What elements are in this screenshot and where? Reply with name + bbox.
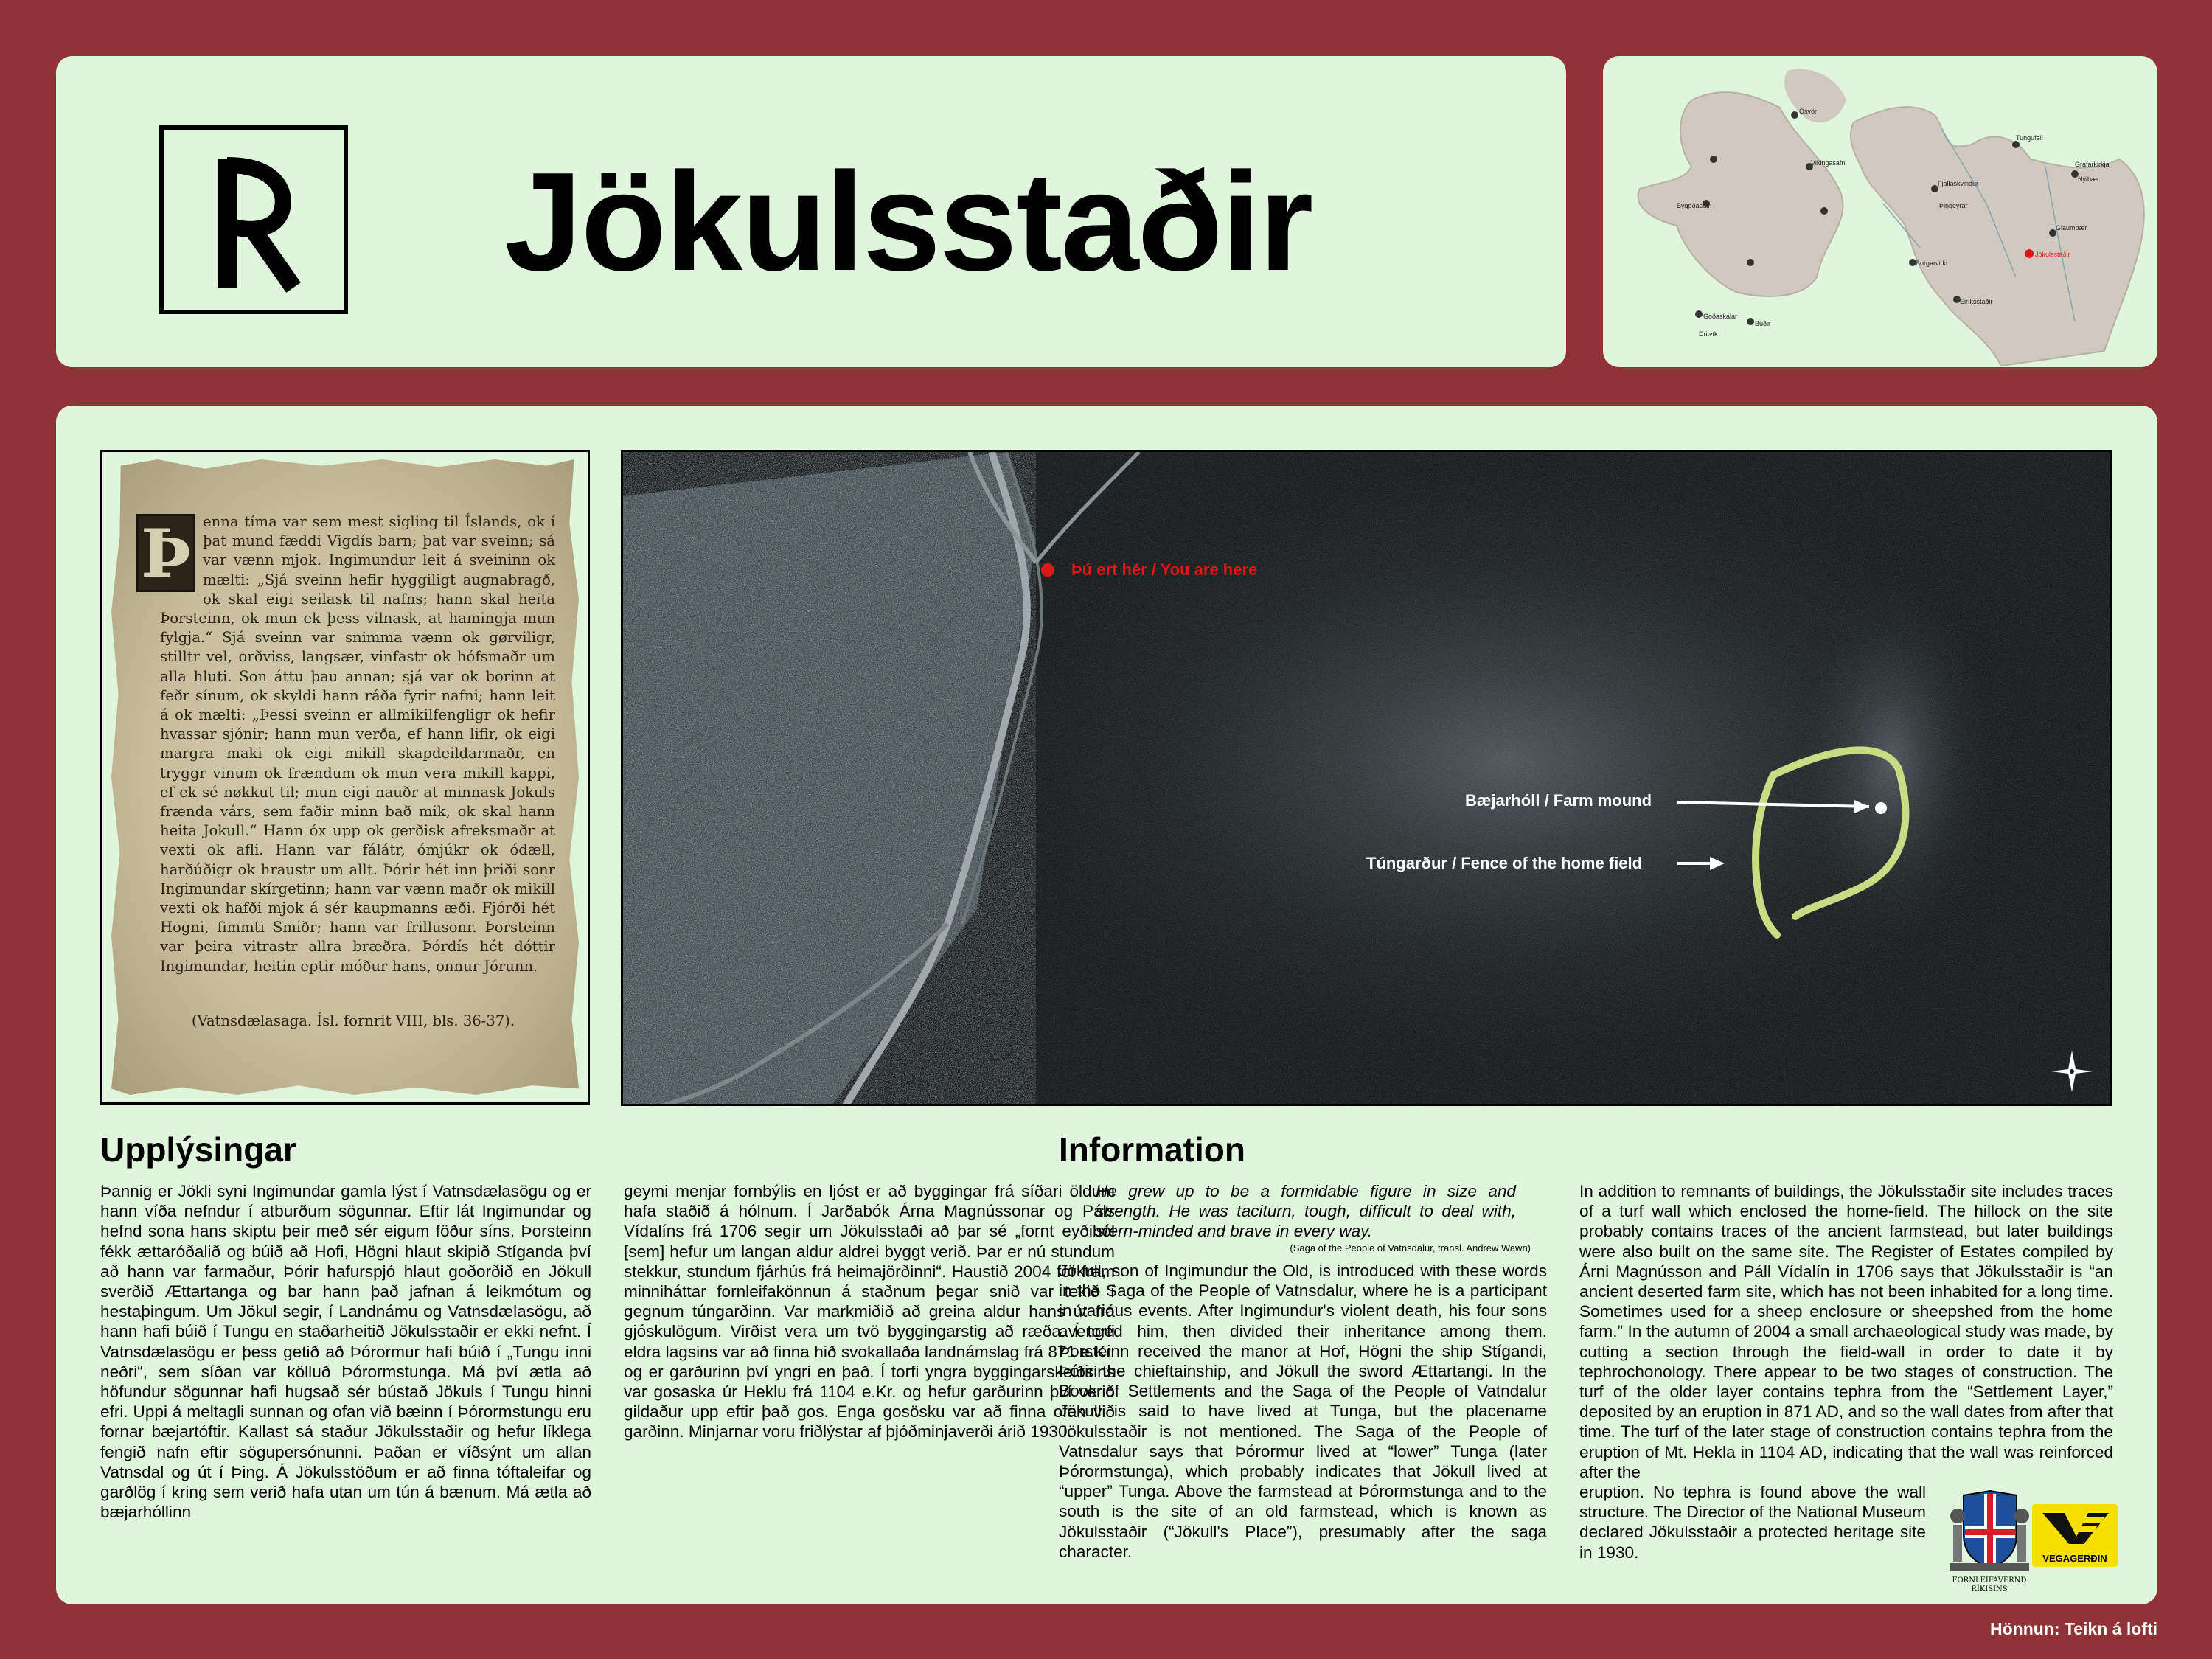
saga-text — [140, 512, 555, 976]
fence-label: Túngarður / Fence of the home field — [1366, 854, 1643, 872]
map-label: Tungufell — [2016, 134, 2043, 142]
english-column-1: Jökull, son of Ingimundur the Old, is introduced with these words in the Saga of the People of Vatnsdalur, where he is a participant in various events. After Ingimundur's violent death, his four sons avenged him, then divided their inheritance among them. Þorsteinn received the manor at Hof, Högni the ship Stígandi, Þórir the chieftainship, and Jökull the sword Ættartangi. In the Book of Settlements and the Saga of the People of Vatndalur Jökull is said to have lived at Tunga, but the placename Jökulsstaðir is not mentioned. The Saga of the People of Vatnsdalur says that Þórormur lived at “lower” Tunga (later Þórormstunga), which probably indicates that Jökull lived at “upper” Tunga. Above the farmstead at Þórormstunga and to the south is the site of an old farmstead, which is known as Jökulsstaðir (“Jökull's Place”), presumably after the saga character. — [1059, 1262, 1547, 1561]
map-label: Fjallaskvindur — [1938, 180, 1979, 187]
aerial-photo-graphic — [623, 452, 2112, 1106]
quote-citation: (Saga of the People of Vatnsdalur, transl. Andrew Wawn) — [1290, 1242, 1531, 1253]
header-panel — [56, 56, 1566, 367]
vegagerdin-icon — [2032, 1504, 2118, 1551]
rune-r-icon — [159, 125, 348, 314]
farm-mound-label: Bæjarhóll / Farm mound — [1465, 791, 1652, 810]
map-label: Búðir — [1755, 320, 1771, 327]
dropcap-initial: Þ — [136, 514, 195, 592]
map-label: Nýibær — [2078, 175, 2100, 183]
saga-body: enna tíma var sem mest sigling til Íslands, ok í þat mund fæddi Vigdís barn; þat var sveinn; sá var vænn mjok. Ingimundur leit á sveininn ok mælti: „Sjá sveinn hefir hyggiligt augnabragð, ok skal eigi seilask til nafns; hann skal heita Þorsteinn, ok mun ek þess vilnask, at hamingja mun fylgja.“ Sjá sveinn var snimma vænn ok gørviligr, stilltr vel, orðviss, langsær, vinfastr ok hófsmaðr um alla hluti. Son áttu þau annan; sjá var ok borinn at feðr sínum, ok skyldi hann ráða fyrir nafni; hann leit á ok mælti: „Þessi sveinn er allmikilfengligr ok hefir hvassar sjónir; hann mun verða, ef hann lifir, ok eigi margra maki ok eigi mikill skapdeildarmaðr, en tryggr vinum ok frændum ok mun vera mikill kappi, ef ek sé nøkkut til; mun eigi nauðr at minnask Jokuls frænda várs, sem faðir minn bað mik, ok skal hann heita Jokull.“ Hann óx upp ok gerðisk afreksmaðr at vexti ok afli. Hann var fálátr, ómjúkr ok ódæll, harðúðigr ok hraustr um allt. Þórir hét inn þriði sonr Ingimundar skírgetinn; hann var vænn maðr ok mikill vexti ok hafði mjok á sér kaupmanns æði. Fjórði hét Hogni, fimmti Smiðr; hann var frillusonr. Þorsteinn var þeira vitrastr allra bræðra. Þórdís hét dóttir Ingimundar, heitin eptir móður hans, onnur Jórunn. — [160, 513, 555, 975]
map-label: Glaumbær — [2056, 224, 2087, 232]
english-column-2: In addition to remnants of buildings, the Jökulsstaðir site includes traces of a turf wall which enclosed the home-field. The hillock on the site probably contains traces of the ancient farmstead, but later buildings were also built on the same site. The Register of Estates compiled by Árni Magnússon and Páll Vídalín in 1706 says that Jökulsstaðir is “an ancient deserted farm site, which has not been inhabited for a long time. Sometimes used for a sheep enclosure or sheepshed from the home farm.” In the autumn of 2004 a small archaeological study was made, by cutting a section through the field-wall in order to date it by tephrochonology. There appear to be two stages of construction. The turf of the older layer contains tephra from the “Settlement Layer,” deposited by an eruption in 871 AD, and so the wall dates from after that time. The turf of the later stage of construction contains tephra from the eruption of Mt. Hekla in 1104 AD, indicating that the wall was reinforced after the — [1579, 1182, 2113, 1481]
aerial-photo — [621, 450, 2112, 1106]
saga-excerpt — [100, 450, 590, 1105]
vegagerdin-logo — [2032, 1504, 2118, 1567]
map-label: Dritvík — [1699, 330, 1718, 338]
map-label: Þingeyrar — [1939, 202, 1968, 209]
english-heading: Information — [1059, 1130, 1245, 1169]
compass-icon — [2050, 1049, 2094, 1093]
map-label: Borgarvirki — [1916, 260, 1948, 267]
quote: He grew up to be a formidable figure in size and strength. He was taciturn, tough, difficult to deal with, stern-minded and brave in every way. — [1096, 1182, 1516, 1241]
map-label: Byggðasafn — [1677, 202, 1712, 209]
map-label: Goðaskálar — [1703, 313, 1738, 320]
map-label: Ósvör — [1799, 108, 1818, 115]
map-label: Grafarkirkja — [2075, 161, 2110, 168]
map-label: Vikingasafn — [1811, 159, 1846, 167]
design-credit: Hönnun: Teikn á lofti — [1990, 1619, 2157, 1638]
english-column-2-end: eruption. No tephra is found above the wall structure. The Director of the National Museum declared Jökulsstaðir a protected heritage site in 1930. — [1579, 1483, 1926, 1562]
fornleifavernd-text: FORNLEIFAVERND RÍKISINS — [1952, 1576, 2027, 1593]
map-label: Eiríksstaðir — [1960, 298, 1993, 305]
map-label-highlight: Jökulsstaðir — [2035, 251, 2070, 258]
region-map-graphic — [1603, 56, 2157, 367]
main-panel — [56, 406, 2157, 1604]
icelandic-column-1: Þannig er Jökli syni Ingimundar gamla lýst í Vatnsdælasögu og er hann víða nefndur í atburðum sögunnar. Eftir lát Ingimundar og hefnd sona hans skiptu þeir með sér eigum föður síns. Þorsteinn fékk ættaróðalið og búið að Hofi, Högni hlaut skipið Stíganda því að hann var farmaður, Þórir hafurspjó hlaut goðorðið en Jökull sverðið Ættartanga og bar hann það jafnan á leikmótum og hestaþingum. Um Jökul segir, í Landnámu og Vatnsdælasögu, að hann hafi búið í Tungu en staðarheitið Jökulsstaðir er ekki nefnt. Í Vatnsdælasögu er þess getið að Þórormur hafi búið í „Tungu inni neðri“, sem síðan var kölluð Þórormstunga. Má því ætla að höfundur sögunnar hafi hugsað sér bústað Jökuls í Tungu hinni efri. Uppi á meltagli sunnan og ofan við bæinn í Þórormstungu eru fornar bæjartóftir. Kallast sá staður Jökulsstaðir og hefur líklega fengið nafn eftir sögupersónunni. Þaðan er víðsýnt um allan Vatnsdal og út í Þing. Á Jökulsstöðum er að finna tóftaleifar og garðlög í kring sem verið hafa utan um tún á bænum. Má ætla að bæjarhóllinn — [100, 1182, 591, 1522]
vegagerdin-text: VEGAGERÐIN — [2042, 1553, 2107, 1564]
coat-of-arms-icon — [1947, 1486, 2032, 1573]
icelandic-column-2: geymi menjar fornbýlis en ljóst er að byggingar frá síðari öldum hafa staðið á hólnum. Í Jarðabók Árna Magnússonar og Páls Vídalíns frá 1706 segir um Jökulsstaði að þar sé „fornt eyðiból [sem] hefur um langan aldur aldrei byggt verið. Þar er nú stundum stekkur, stundum fjárhús frá heimajörðinni“. Haustið 2004 fór fram minniháttar fornleifakönnun á staðnum þegar snið var tekið í gegnum túngarðinn. Var markmiðið að greina aldur hans út frá gjóskulögum. Virðist vera um tvö byggingarstig að ræða. Í torfi eldra lagsins var að finna hið svokallaða landnámslag frá 871 e.Kr. og er garðurinn því yngri en það. Í torfi yngra byggingarskeiðsins var gosaska úr Heklu frá 1104 e.Kr. og hefur garðurinn því verið gildaður upp eftir það gos. Enga gosösku var að finna ofan við garðinn. Minjarnar voru friðlýstar af þjóðminjaverði árið 1930. — [624, 1182, 1115, 1441]
page-title: Jökulsstaðir — [504, 144, 1312, 300]
region-map — [1603, 56, 2157, 367]
saga-citation: (Vatnsdælasaga. Ísl. fornrit VIII, bls. 36-37). — [191, 1012, 515, 1029]
you-are-here-label: Þú ert hér / You are here — [1071, 560, 1258, 579]
icelandic-heading: Upplýsingar — [100, 1130, 296, 1169]
